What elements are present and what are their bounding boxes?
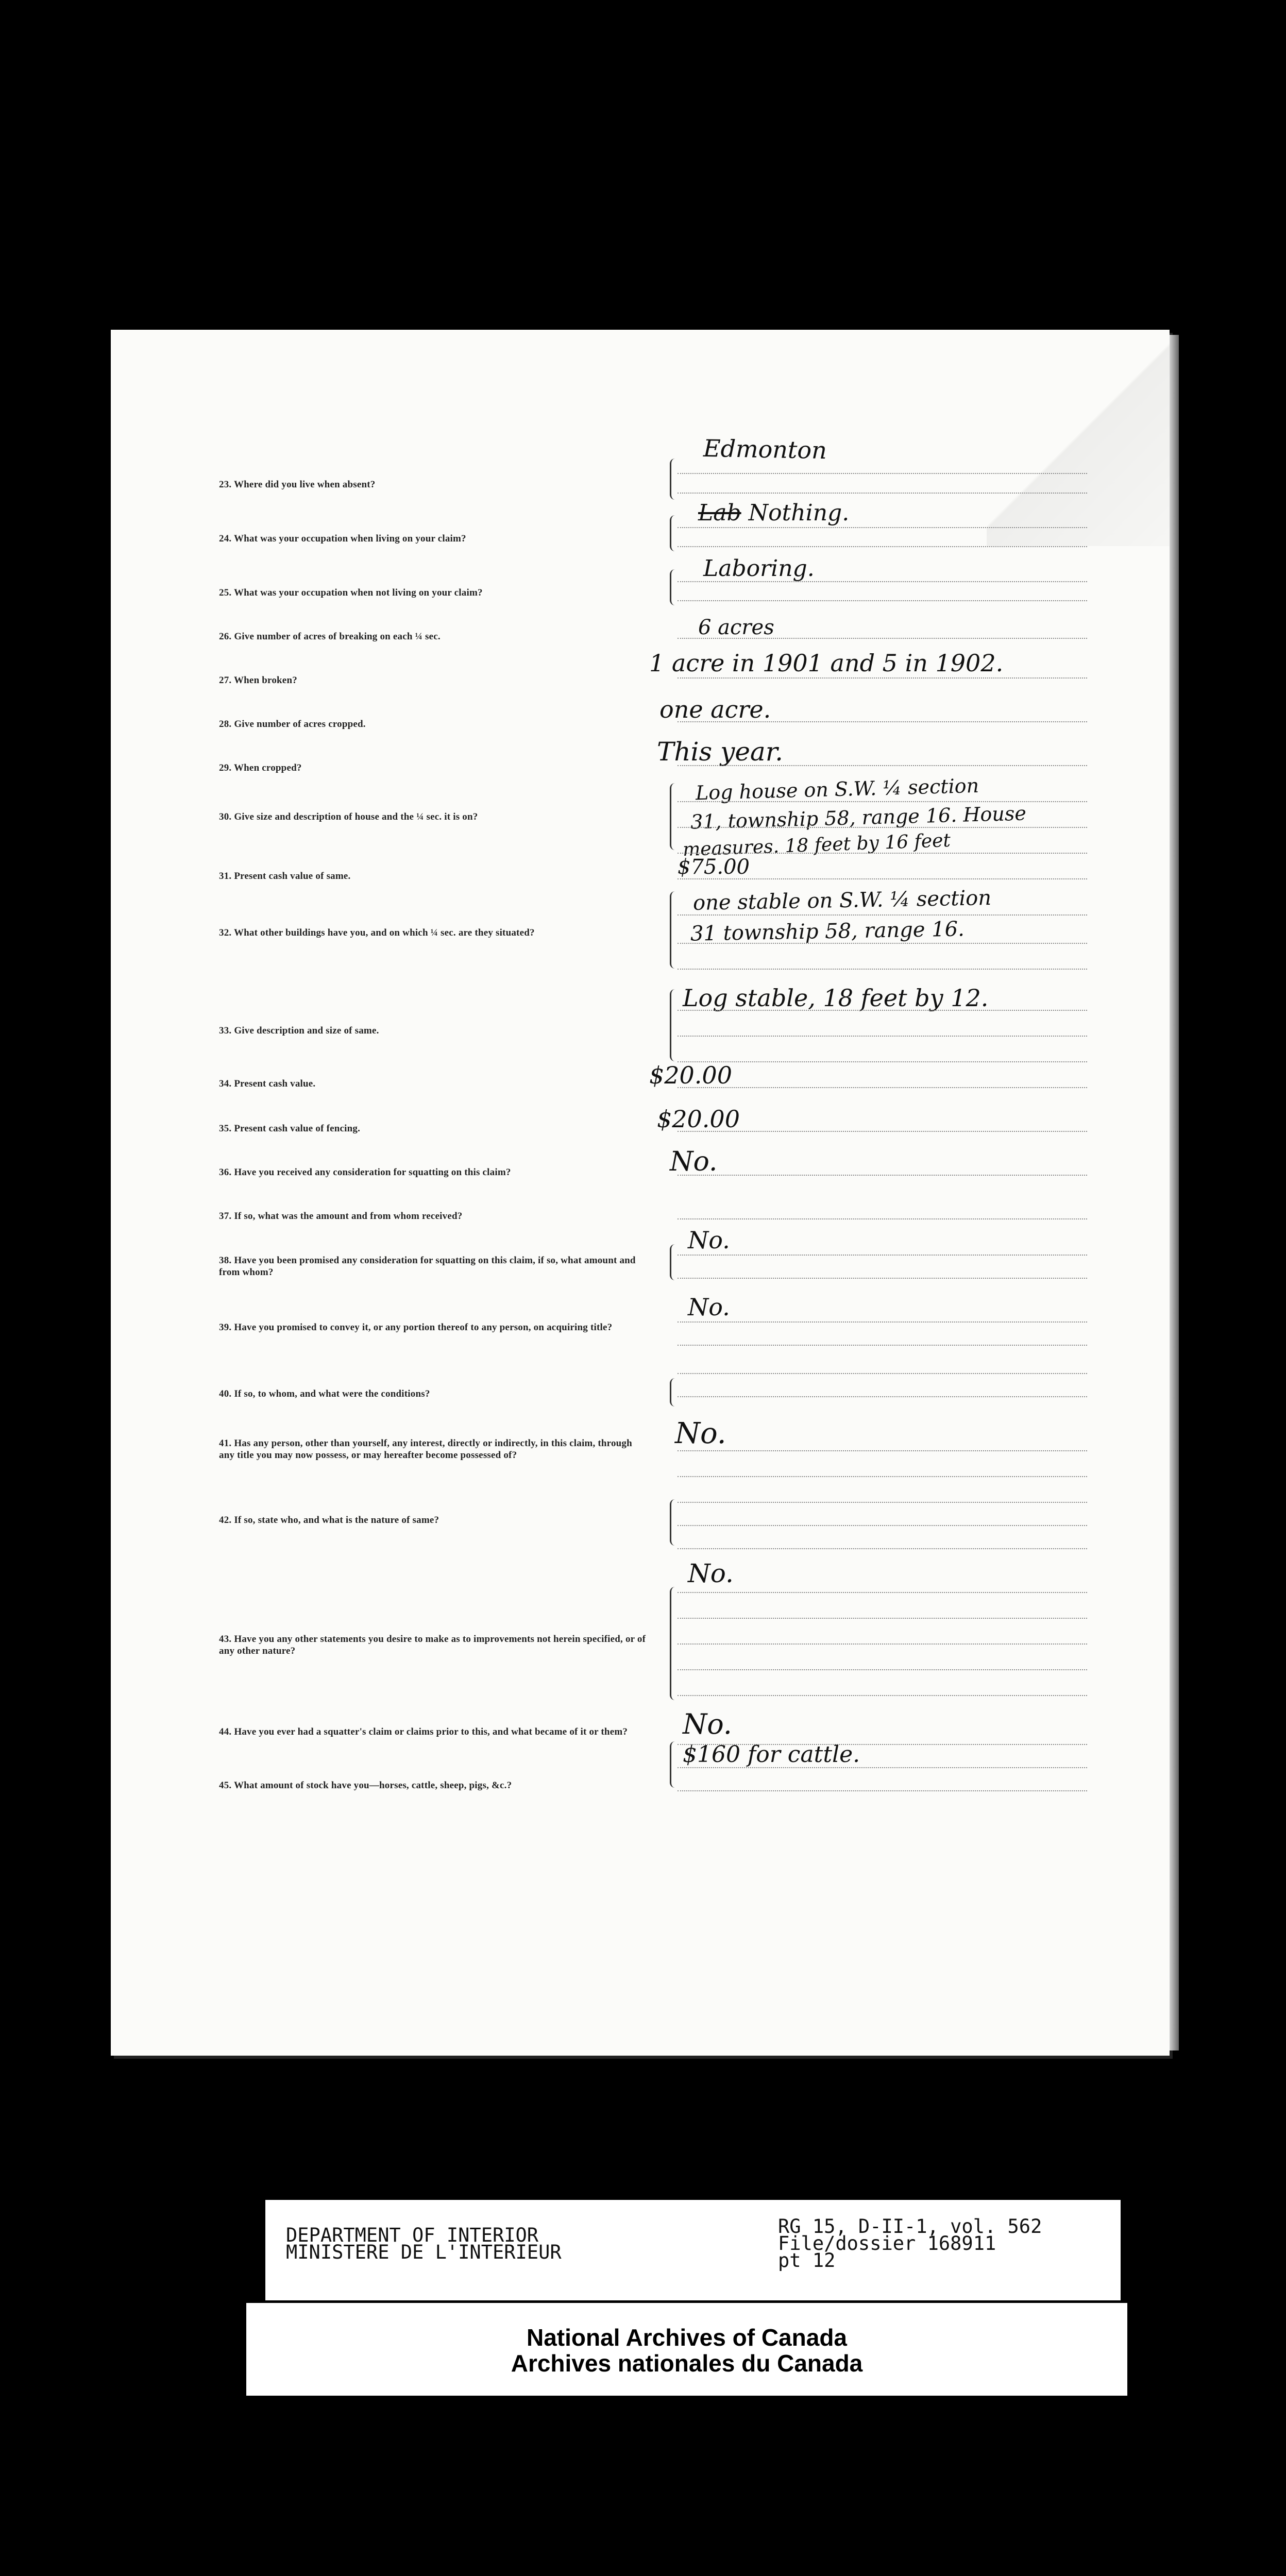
answer-30-line-3: measures. 18 feet by 16 feet	[682, 829, 951, 861]
answer-line	[678, 1218, 1087, 1219]
brace	[670, 783, 679, 850]
question-text: 25. What was your occupation when not living on your claim?	[219, 587, 483, 598]
brace	[670, 1741, 679, 1788]
question-text: 29. When cropped?	[219, 762, 302, 773]
answer-line	[678, 1321, 1087, 1323]
answer-30-line-2: 31, township 58, range 16. House	[690, 802, 1027, 834]
answer-line	[678, 765, 1087, 766]
answer-line	[678, 1373, 1087, 1374]
answer-line	[678, 1087, 1087, 1088]
answer-line	[678, 1695, 1087, 1696]
answer-line	[678, 638, 1087, 639]
answer-27: 1 acre in 1901 and 5 in 1902.	[649, 649, 1004, 677]
answer-38: No.	[688, 1226, 730, 1254]
answer-line	[678, 546, 1087, 547]
answer-line	[678, 1790, 1087, 1791]
answer-line	[678, 1450, 1087, 1451]
answer-line	[678, 1010, 1087, 1011]
part-number: pt 12	[778, 2249, 836, 2272]
answer-line	[678, 1592, 1087, 1593]
question-text: 40. If so, to whom, and what were the conditions?	[219, 1388, 430, 1399]
answer-31: $75.00	[678, 855, 750, 879]
file-number: File/dossier 168911	[778, 2232, 996, 2255]
answer-line	[678, 581, 1087, 582]
answer-line	[678, 827, 1087, 828]
question-text: 35. Present cash value of fencing.	[219, 1123, 361, 1134]
archive-name-english: National Archives of Canada	[526, 2324, 847, 2351]
answer-23: Edmonton	[703, 434, 827, 465]
answer-line	[678, 527, 1087, 528]
answer-line	[678, 600, 1087, 601]
answer-25: Laboring.	[703, 555, 815, 582]
question-text: 42. If so, state who, and what is the nature of same?	[219, 1515, 439, 1526]
question-text: 32. What other buildings have you, and on which ¼ sec. are they situated?	[219, 927, 535, 938]
answer-24	[698, 500, 849, 526]
answer-line	[678, 493, 1087, 494]
brace	[670, 891, 679, 969]
answer-28: one acre.	[659, 696, 771, 723]
question-text: 37. If so, what was the amount and from whom received?	[219, 1211, 463, 1222]
question-text: 41. Has any person, other than yourself, any interest, directly or indirectly, in this claim, through any title you may now possess, or may hereafter become possessed of?	[219, 1438, 632, 1461]
answer-44: No.	[683, 1708, 732, 1740]
answer-text: Nothing.	[748, 500, 850, 526]
question-text: 28. Give number of acres cropped.	[219, 719, 366, 730]
question-text: 36. Have you received any consideration for squatting on this claim?	[219, 1167, 511, 1178]
answer-line	[678, 721, 1087, 722]
answer-line	[678, 1502, 1087, 1503]
answer-line	[678, 1175, 1087, 1176]
answer-line	[678, 853, 1087, 854]
answer-line	[678, 1618, 1087, 1619]
answer-32-line-2: 31 township 58, range 16.	[690, 917, 965, 946]
answer-line	[678, 801, 1087, 802]
brace	[670, 1244, 679, 1280]
answer-30-line-1: Log house on S.W. ¼ section	[695, 774, 979, 805]
answer-line	[678, 677, 1087, 679]
answer-26: 6 acres	[698, 616, 774, 639]
answer-line	[678, 1345, 1087, 1346]
answer-line	[678, 914, 1087, 916]
page-fold-shadow	[987, 330, 1170, 546]
answer-line	[678, 1643, 1087, 1645]
question-text: 38. Have you been promised any consideration for squatting on this claim, if so, what amount and from whom?	[219, 1255, 636, 1278]
question-text: 33. Give description and size of same.	[219, 1025, 379, 1036]
answer-line	[678, 1476, 1087, 1477]
answer-line	[678, 1061, 1087, 1062]
brace	[670, 1378, 679, 1406]
question-text: 26. Give number of acres of breaking on each ¼ sec.	[219, 631, 441, 642]
answer-line	[678, 473, 1087, 474]
answer-32-line-1: one stable on S.W. ¼ section	[692, 886, 992, 916]
question-text: 24. What was your occupation when living on your claim?	[219, 533, 466, 544]
brace	[670, 989, 679, 1061]
answer-line	[678, 1036, 1087, 1037]
answer-41: No.	[675, 1417, 726, 1450]
brace	[670, 459, 679, 500]
question-text: 23. Where did you live when absent?	[219, 479, 376, 490]
archive-name-french: Archives nationales du Canada	[511, 2350, 863, 2377]
answer-line	[678, 1548, 1087, 1549]
question-text: 39. Have you promised to convey it, or any portion thereof to any person, on acquiring title?	[219, 1322, 613, 1333]
answer-line	[678, 969, 1087, 970]
answer-line	[678, 943, 1087, 944]
archive-banner	[246, 2303, 1127, 2396]
question-text: 27. When broken?	[219, 675, 297, 686]
answer-39: No.	[688, 1293, 730, 1321]
archive-reference-label	[265, 2200, 1121, 2300]
brace	[670, 1499, 679, 1546]
question-text: 34. Present cash value.	[219, 1078, 316, 1089]
answer-35: $20.00	[657, 1105, 740, 1133]
answer-29: This year.	[657, 737, 784, 767]
answer-36: No.	[670, 1146, 718, 1177]
question-text: 31. Present cash value of same.	[219, 871, 351, 882]
record-group: RG 15, D-II-1, vol. 562	[778, 2215, 1042, 2238]
answer-line	[678, 1525, 1087, 1526]
answer-33: Log stable, 18 feet by 12.	[683, 984, 989, 1012]
answer-34: $20.00	[649, 1061, 732, 1089]
answer-43: No.	[688, 1558, 734, 1588]
struck-text: Lab	[698, 500, 741, 526]
answer-line	[678, 1131, 1087, 1132]
answer-line	[678, 878, 1087, 879]
answer-line	[678, 1255, 1087, 1256]
form-page	[111, 330, 1170, 2056]
department-english: DEPARTMENT OF INTERIOR	[286, 2224, 539, 2246]
answer-line	[678, 1767, 1087, 1768]
answer-line	[678, 1669, 1087, 1670]
question-text: 43. Have you any other statements you desire to make as to improvements not herein specified, or of any other nature?	[219, 1634, 646, 1656]
department-french: MINISTERE DE L'INTERIEUR	[286, 2241, 562, 2263]
answer-45: $160 for cattle.	[683, 1741, 860, 1768]
question-text: 44. Have you ever had a squatter's claim or claims prior to this, and what became of it or them?	[219, 1726, 628, 1737]
answer-line	[678, 1278, 1087, 1279]
question-text: 30. Give size and description of house and the ¼ sec. it is on?	[219, 811, 478, 822]
answer-line	[678, 1396, 1087, 1397]
question-text: 45. What amount of stock have you—horses, cattle, sheep, pigs, &c.?	[219, 1780, 512, 1791]
